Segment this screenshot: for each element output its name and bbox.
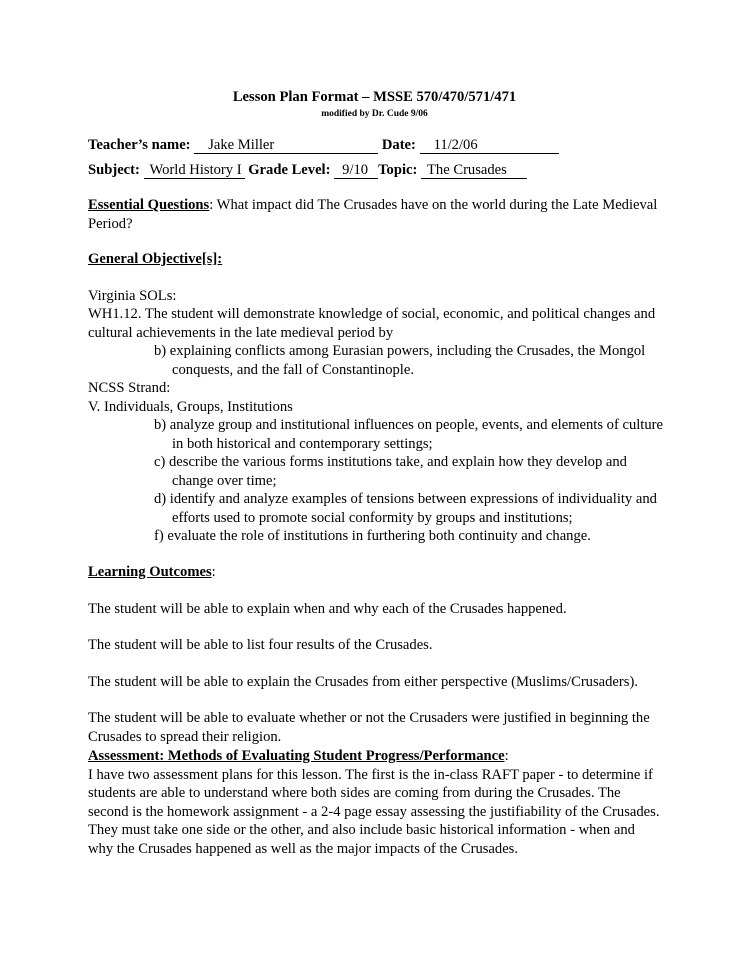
essential-heading: Essential Questions bbox=[88, 197, 210, 213]
topic-label: Topic: bbox=[378, 162, 418, 178]
ncss-item: c) describe the various forms institutions take, and explain how they develop and change over time; bbox=[154, 454, 627, 489]
sol-text: WH1.12. The student will demonstrate knowledge of social, economic, and political changes and cultural achievements in the late medieval period by bbox=[88, 306, 656, 341]
ncss-strand: V. Individuals, Groups, Institutions bbox=[88, 398, 293, 415]
grade-field: 9/10 bbox=[334, 163, 378, 179]
assessment: Assessment: Methods of Evaluating Student Progress/Performance: I have two assessment plans for this lesson. The first is the in-class RAFT paper - to determine if students are able to understand where both sides are coming from during the Crusades. The second is the homework assignment - a 2-4 page essay assessing the justifiability of the Crusades. They must take one side or the other, and also include basic historical information - when and why the Crusades happened as well as the major impacts of the Crusades. bbox=[88, 747, 663, 858]
objective-heading: General Objective[s]: bbox=[88, 251, 223, 267]
assessment-text: I have two assessment plans for this lesson. The first is the in-class RAFT paper - to determine if students are able to understand where both sides are coming from during the Crusades. The second is the homework assignment - a 2-4 page essay assessing the justifiability of the Crusades. They must take one side or the other, and also include basic historical information - when and why the Crusades happened as well as the major impacts of the Crusades. bbox=[88, 766, 660, 857]
outcome-item: The student will be able to explain the Crusades from either perspective (Muslims/Crusaders). bbox=[88, 673, 638, 690]
teacher-line bbox=[88, 136, 663, 155]
subject-label: Subject: bbox=[88, 162, 140, 178]
ncss-item: b) analyze group and institutional influences on people, events, and elements of culture in both historical and contemporary settings; bbox=[154, 417, 663, 452]
outcome-item: The student will be able to explain when and why each of the Crusades happened. bbox=[88, 600, 567, 617]
essential-questions bbox=[88, 196, 663, 233]
teacher-field: Jake Miller bbox=[194, 138, 378, 154]
doc-title: Lesson Plan Format – MSSE 570/470/571/471 bbox=[232, 89, 517, 105]
general-objectives bbox=[88, 250, 663, 546]
date-field: 11/2/06 bbox=[420, 138, 559, 154]
outcome-item: The student will be able to evaluate whether or not the Crusaders were justified in beginning the Crusades to spread their religion. bbox=[88, 710, 650, 745]
sol-item: b) explaining conflicts among Eurasian powers, including the Crusades, the Mongol conquests, and the fall of Constantinople. bbox=[154, 343, 646, 378]
learning-outcomes: Learning Outcomes: The student will be able to explain when and why each of the Crusades happened. The student will be able to list four results of the Crusades. The student will be able to explain the Crusades from either perspective (Muslims/Crusaders). The student will be able to evaluate whether or not the Crusaders were justified in beginning the Crusades to spread their religion. bbox=[88, 563, 663, 746]
grade-label: Grade Level: bbox=[248, 162, 331, 178]
sol-label: Virginia SOLs: bbox=[88, 287, 177, 304]
outcomes-heading: Learning Outcomes bbox=[88, 564, 212, 580]
ncss-label: NCSS Strand: bbox=[88, 380, 171, 396]
subject-field: World History I bbox=[144, 163, 245, 179]
teacher-label: Teacher’s name: bbox=[88, 137, 191, 153]
outcome-item: The student will be able to list four results of the Crusades. bbox=[88, 637, 433, 653]
date-label: Date: bbox=[381, 137, 416, 153]
doc-subtitle: modified by Dr. Cude 9/06 bbox=[321, 109, 428, 119]
ncss-item: f) evaluate the role of institutions in furthering both continuity and change. bbox=[154, 528, 591, 544]
ncss-item: d) identify and analyze examples of tensions between expressions of individuality and efforts used to promote social conformity by groups and institutions; bbox=[154, 491, 657, 526]
topic-field: The Crusades bbox=[421, 163, 527, 179]
subject-line bbox=[88, 161, 663, 180]
essential-text: : What impact did The Crusades have on the world during the Late Medieval Period? bbox=[88, 197, 658, 232]
assessment-heading: Assessment: Methods of Evaluating Student Progress/Performance bbox=[88, 748, 505, 764]
